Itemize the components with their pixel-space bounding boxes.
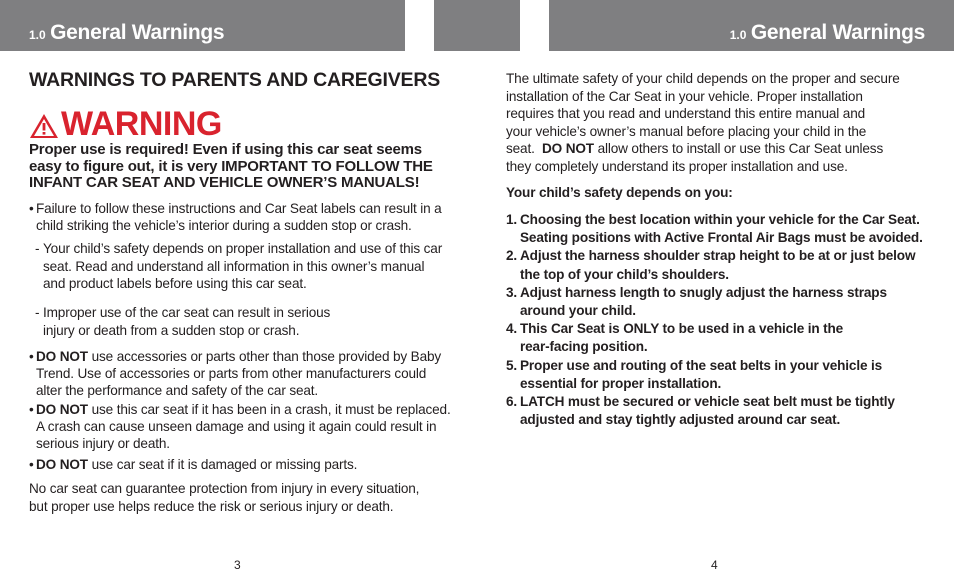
intro-paragraph bbox=[506, 70, 926, 176]
lead-paragraph: Proper use is required! Even if using this car seat seems easy to figure out, it is very IMPORTANT TO FOLLOW THE INFANT CAR SEAT AND VEHICLE OWNER’S MANUALS! bbox=[29, 141, 433, 191]
left-section-number: 1.0 bbox=[29, 28, 46, 42]
sub-item-improper: - Improper use of the car seat can result in serious injury or death from a sudden stop or crash. bbox=[35, 304, 335, 339]
right-section-number: 1.0 bbox=[729, 28, 747, 42]
intro-line: installation of the Car Seat in your vehicle. Proper installation bbox=[506, 88, 863, 104]
bullet-crash-text: use this car seat if it has been in a crash, it must be replaced. A crash can cause unseen damage and using it again could result in serious injury or death. bbox=[36, 402, 451, 452]
left-header-bar bbox=[0, 0, 405, 51]
intro-line: requires that you read and understand this entire manual and bbox=[506, 106, 866, 122]
do-not-label: DO NOT bbox=[541, 141, 594, 157]
list-item: 1. Choosing the best location within your vehicle for the Car Seat. Seating positions with Active Frontal Air Bags must be avoided. bbox=[506, 212, 923, 246]
intro-line: The ultimate safety of your child depends on the proper and secure bbox=[506, 71, 900, 86]
page-heading: WARNINGS TO PARENTS AND CAREGIVERS bbox=[29, 69, 441, 91]
sub-item-improper-text: Improper use of the car seat can result in serious injury or death from a sudden stop or crash. bbox=[43, 305, 331, 338]
do-not-label: DO NOT bbox=[36, 402, 88, 417]
do-not-label: DO NOT bbox=[36, 349, 88, 364]
page-number-left: 3 bbox=[234, 558, 241, 572]
sub-item-safety: - Your child’s safety depends on proper installation and use of this car seat. Read and understand all information in this owner’s manual and product labels before using this car seat. bbox=[35, 240, 445, 293]
list-item: 4. This Car Seat is ONLY to be used in a vehicle in the rear-facing position. bbox=[506, 321, 844, 355]
bullet-failure-text: Failure to follow these instructions and Car Seat labels can result in a child striking the vehicle’s interior during a sudden stop or crash. bbox=[36, 201, 442, 234]
closing-line-1: No car seat can guarantee protection from injury in every situation, bbox=[29, 481, 420, 496]
warning-triangle-icon bbox=[29, 113, 59, 139]
numbered-list bbox=[506, 211, 936, 429]
intro-line: your vehicle’s owner’s manual before placing your child in the bbox=[506, 123, 867, 139]
right-header-title bbox=[730, 21, 925, 45]
bullet-failure bbox=[29, 200, 454, 234]
bullet-damaged-text: use car seat if it is damaged or missing parts. bbox=[87, 457, 358, 472]
list-item: 5. Proper use and routing of the seat belts in your vehicle is essential for proper installation. bbox=[506, 357, 883, 391]
warning-label: WARNING bbox=[61, 105, 222, 143]
left-section-title: General Warnings bbox=[50, 21, 225, 44]
list-item: 2. Adjust the harness shoulder strap height to be at or just below the top of your child’s shoulders. bbox=[506, 248, 916, 282]
page-number-right: 4 bbox=[711, 558, 718, 572]
bullet-accessories-text: use accessories or parts other than those provided by Baby Trend. Use of accessories or parts from other manufacturers could alter the performance and safety of the car seat. bbox=[36, 349, 442, 399]
intro-line: they completely understand its proper installation and use. bbox=[506, 158, 848, 174]
closing-line-2: but proper use helps reduce the risk or serious injury or death. bbox=[29, 499, 394, 514]
bullet-dot: • bbox=[29, 201, 34, 216]
bullet-accessories: • DO NOT use accessories or parts other than those provided by Baby Trend. Use of accessories or parts from other manufacturers could alter the performance and safety of the car seat. bbox=[29, 349, 442, 399]
bullet-damaged: • DO NOT use car seat if it is damaged or missing parts. bbox=[29, 457, 358, 472]
sub-item-safety-text: Your child’s safety depends on proper installation and use of this car seat. Read and understand all information in this owner’s manual and product labels before using this car seat. bbox=[43, 241, 443, 291]
list-item: 3. Adjust harness length to snugly adjust the harness straps around your child. bbox=[506, 284, 887, 319]
right-header-bar bbox=[549, 0, 954, 51]
do-not-label: DO NOT bbox=[36, 457, 88, 472]
bullet-crash: • DO NOT use this car seat if it has been in a crash, it must be replaced. A crash can cause unseen damage and using it again could result in serious injury or death. bbox=[29, 402, 451, 452]
left-header-title bbox=[29, 21, 224, 45]
subhead: Your child’s safety depends on you: bbox=[506, 185, 733, 200]
intro-line: seat. bbox=[506, 141, 542, 157]
right-section-title: General Warnings bbox=[750, 21, 925, 44]
list-item: 6. LATCH must be secured or vehicle seat belt must be tightly adjusted and stay tightly adjusted around car seat. bbox=[506, 394, 895, 428]
center-left-bar bbox=[434, 0, 520, 51]
intro-line-tail: allow others to install or use this Car Seat unless bbox=[593, 141, 884, 157]
